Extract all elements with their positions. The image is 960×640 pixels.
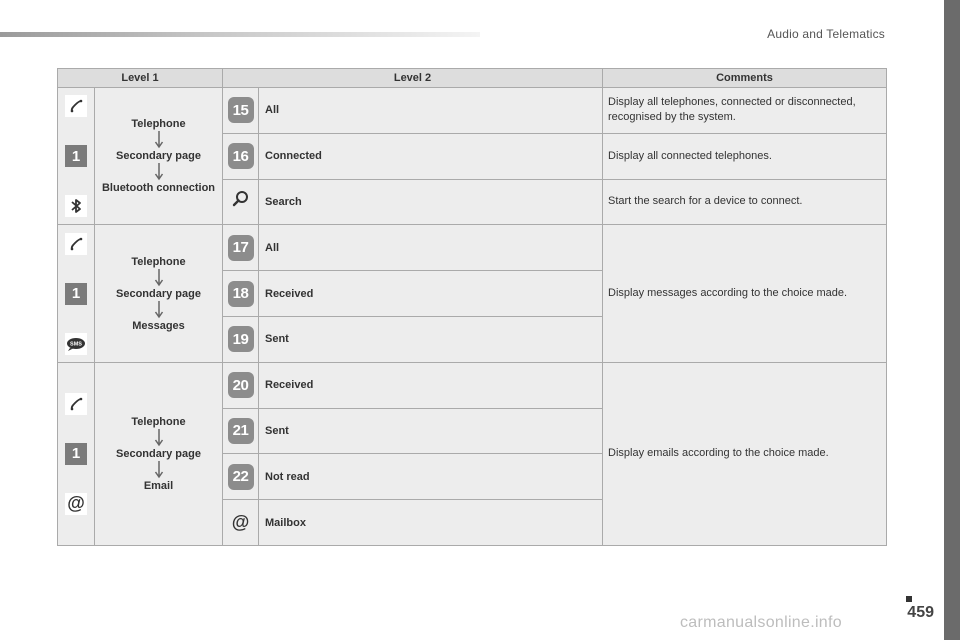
level1-number: 1 <box>65 283 87 305</box>
column-header-level1: Level 1 <box>58 69 223 88</box>
menu-table <box>57 68 887 546</box>
option-badge: 18 <box>228 281 254 307</box>
column-header-level2: Level 2 <box>223 69 603 88</box>
table-row <box>58 362 887 408</box>
option-label: Search <box>259 179 603 225</box>
top-gradient-bar <box>0 32 480 37</box>
sms-icon-label: SMS <box>70 341 82 348</box>
comment-text: Display emails according to the choice made. <box>603 362 887 545</box>
option-label: Mailbox <box>259 500 603 546</box>
option-label: Sent <box>259 316 603 362</box>
option-label: Received <box>259 271 603 317</box>
watermark: carmanualsonline.info <box>680 614 842 631</box>
option-badge: 20 <box>228 372 254 398</box>
option-label: Connected <box>259 133 603 179</box>
option-badge: 21 <box>228 418 254 444</box>
section-title: Audio and Telematics <box>767 27 885 41</box>
page-number: 459 <box>907 604 934 621</box>
option-badge: 15 <box>228 97 254 123</box>
level1-step: Secondary page <box>116 447 201 460</box>
option-badge: 19 <box>228 326 254 352</box>
level1-step: Secondary page <box>116 150 201 163</box>
comment-text: Display messages according to the choice made. <box>603 225 887 362</box>
comment-text: Display all telephones, connected or disconnected, recognised by the system. <box>603 88 887 134</box>
level1-number: 1 <box>65 443 87 465</box>
level1-step: Bluetooth connection <box>101 182 216 195</box>
level1-path <box>95 225 223 362</box>
level1-number: 1 <box>65 145 87 167</box>
bluetooth-icon <box>65 195 87 217</box>
level1-icons <box>58 362 95 545</box>
option-badge: 16 <box>228 143 254 169</box>
table-row <box>58 88 887 134</box>
option-label: Sent <box>259 408 603 454</box>
level1-step: Messages <box>132 319 185 332</box>
column-header-comments: Comments <box>603 69 887 88</box>
arrow-down-icon <box>154 162 164 182</box>
search-icon <box>231 189 251 209</box>
arrow-down-icon <box>154 300 164 320</box>
arrow-down-icon <box>154 130 164 150</box>
level1-icons <box>58 88 95 225</box>
arrow-down-icon <box>154 460 164 480</box>
right-edge-strip <box>944 0 960 640</box>
phone-icon <box>65 393 87 415</box>
table-row <box>58 225 887 271</box>
level1-step: Telephone <box>131 415 186 428</box>
option-label: Not read <box>259 454 603 500</box>
comment-text: Start the search for a device to connect. <box>603 179 887 225</box>
at-sign-icon: @ <box>231 512 250 533</box>
option-badge: 22 <box>228 464 254 490</box>
table-header-row <box>58 69 887 88</box>
level1-step: Secondary page <box>116 287 201 300</box>
level1-path <box>95 362 223 545</box>
level1-icons <box>58 225 95 362</box>
option-badge: 17 <box>228 235 254 261</box>
level1-step: Email <box>143 479 174 492</box>
level1-step: Telephone <box>131 118 186 131</box>
comment-text: Display all connected telephones. <box>603 133 887 179</box>
option-label: All <box>259 88 603 134</box>
level1-path <box>95 88 223 225</box>
level1-step: Telephone <box>131 255 186 268</box>
at-sign-icon: @ <box>65 493 87 515</box>
arrow-down-icon <box>154 268 164 288</box>
phone-icon <box>65 233 87 255</box>
page-marker <box>906 596 912 602</box>
option-label: All <box>259 225 603 271</box>
phone-icon <box>65 95 87 117</box>
arrow-down-icon <box>154 428 164 448</box>
sms-icon <box>65 333 87 355</box>
option-label: Received <box>259 362 603 408</box>
